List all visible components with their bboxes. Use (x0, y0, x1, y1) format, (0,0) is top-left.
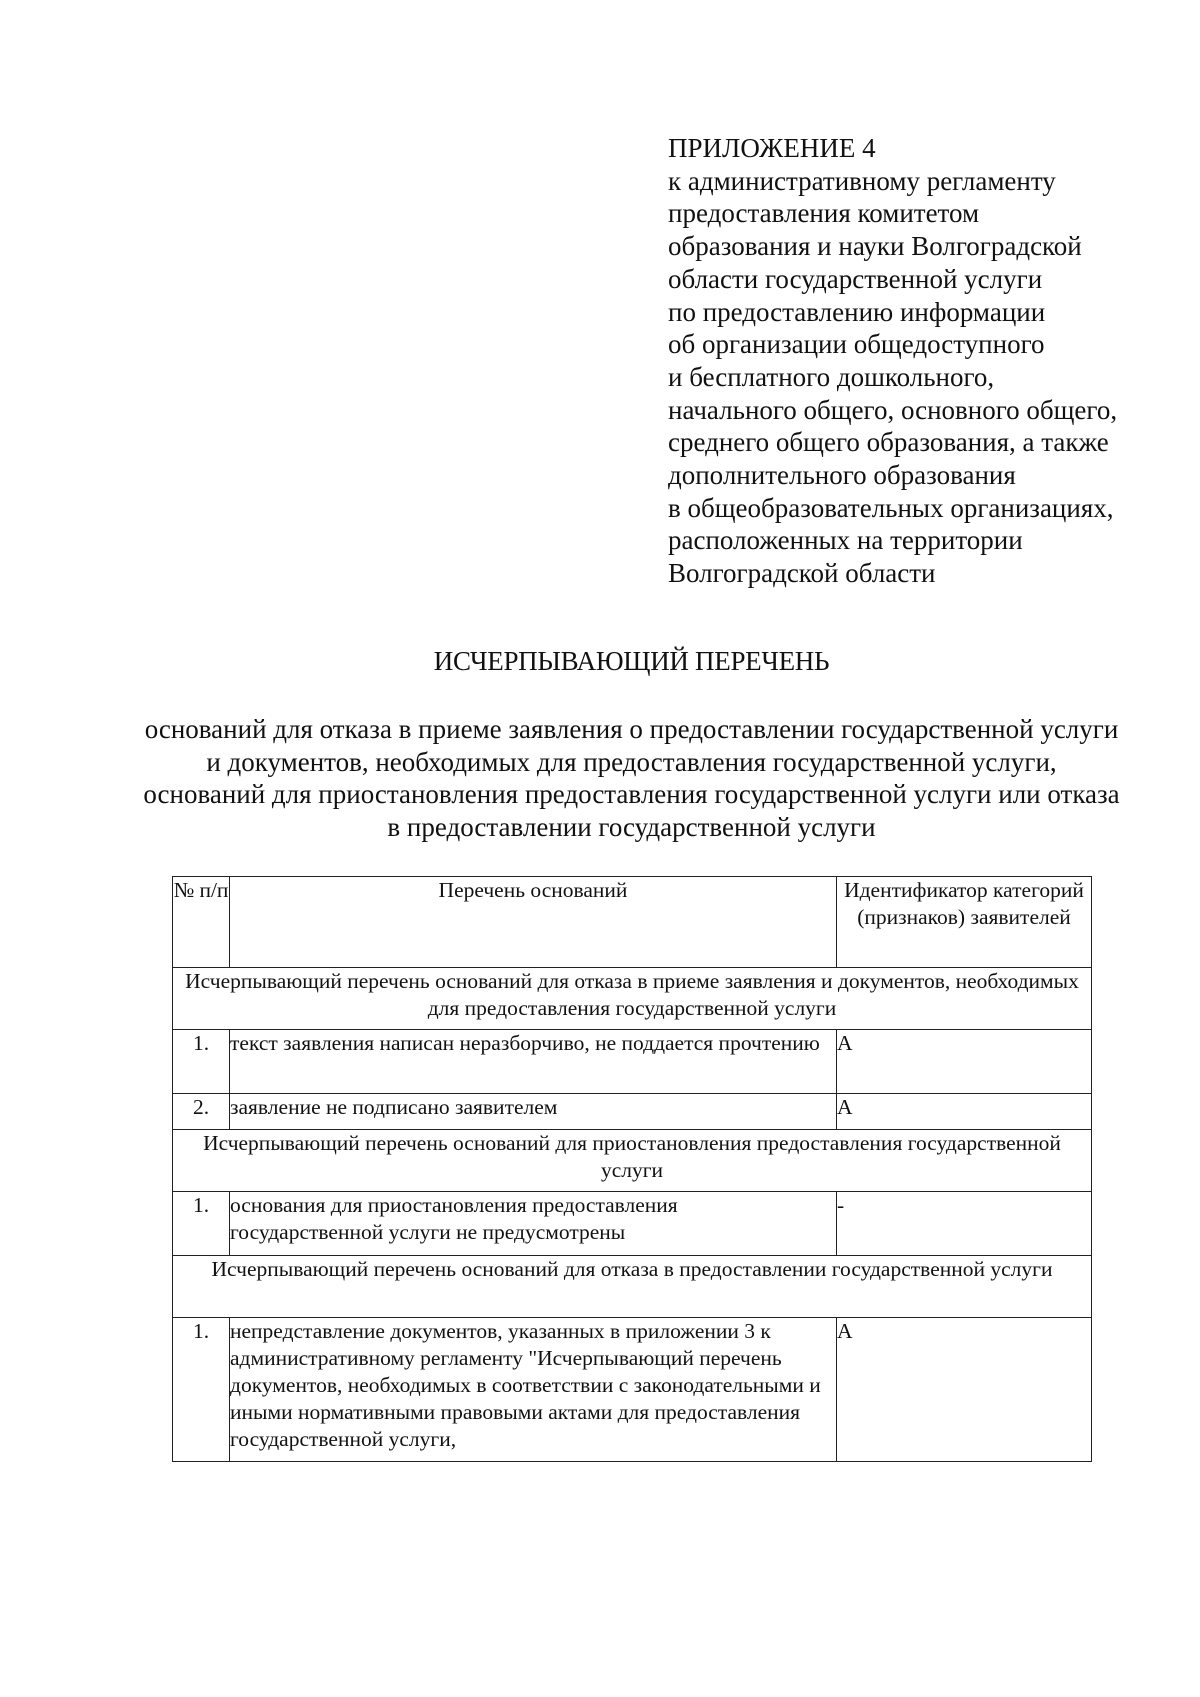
appendix-line: области государственной услуги (668, 263, 1043, 294)
document-subtitle (0, 713, 1200, 843)
header-grounds-list: Перечень оснований (230, 877, 837, 968)
row-applicant-code: - (837, 1192, 1092, 1256)
row-ground-text: основания для приостановления предоставления государственной услуги не предусмотрены (230, 1192, 837, 1256)
appendix-block (668, 132, 1168, 590)
row-ground-text: заявление не подписано заявителем (230, 1094, 837, 1130)
table-row (173, 1094, 1092, 1130)
row-applicant-code: А (837, 1094, 1092, 1130)
section-row (173, 968, 1092, 1030)
row-number: 2. (173, 1094, 230, 1130)
row-applicant-code: А (837, 1030, 1092, 1094)
table-row (173, 1318, 1092, 1462)
row-number: 1. (173, 1192, 230, 1256)
appendix-line: по предоставлению информации (668, 296, 1046, 327)
subtitle-line: оснований для приостановления предоставления государственной услуги или отказа (143, 779, 1120, 809)
table-row (173, 1030, 1092, 1094)
row-applicant-code: А (837, 1318, 1092, 1462)
subtitle-line: оснований для отказа в приеме заявления о предоставлении государственной услуги (144, 714, 1119, 744)
section-title: Исчерпывающий перечень оснований для отказа в предоставлении государственной услуги (173, 1256, 1092, 1318)
header-applicant-identifier: Идентификатор категорий (признаков) заявителей (837, 877, 1092, 968)
section-row (173, 1130, 1092, 1192)
table-header-row (173, 877, 1092, 968)
appendix-heading: ПРИЛОЖЕНИЕ 4 (668, 133, 876, 163)
table-row (173, 1192, 1092, 1256)
grounds-table (172, 876, 1092, 1462)
appendix-line: об организации общедоступного (668, 329, 1045, 360)
appendix-line: начального общего, основного общего, (668, 394, 1118, 425)
appendix-line: расположенных на территории (668, 525, 1023, 556)
document-title: ИСЧЕРПЫВАЮЩИЙ ПЕРЕЧЕНЬ (433, 646, 830, 676)
appendix-line: образования и науки Волгоградской (668, 231, 1082, 262)
appendix-line: к административному регламенту (668, 165, 1056, 196)
row-number: 1. (173, 1318, 230, 1462)
section-row (173, 1256, 1092, 1318)
header-number: № п/п (173, 877, 230, 968)
appendix-line: в общеобразовательных организациях, (668, 492, 1114, 523)
appendix-line: дополнительного образования (668, 460, 1016, 491)
appendix-line: среднего общего образования, а также (668, 427, 1109, 458)
row-ground-text: текст заявления написан неразборчиво, не поддается прочтению (230, 1030, 837, 1094)
section-title: Исчерпывающий перечень оснований для приостановления предоставления государственной услуги (173, 1130, 1092, 1192)
appendix-line: и бесплатного дошкольного, (668, 361, 995, 392)
section-title: Исчерпывающий перечень оснований для отказа в приеме заявления и документов, необходимых для предоставления государственной услуги (173, 968, 1092, 1030)
subtitle-line: и документов, необходимых для предоставления государственной услуги, (206, 746, 1057, 777)
row-number: 1. (173, 1030, 230, 1094)
appendix-line: предоставления комитетом (668, 198, 980, 229)
subtitle-line: в предоставлении государственной услуги (387, 811, 876, 842)
appendix-line: Волгоградской области (668, 558, 936, 589)
row-ground-text: непредставление документов, указанных в приложении 3 к административному регламенту "Исчерпывающий перечень документов, необходимых в соответствии с законодательными и иными нормативными правовыми актами для предоставления государственной услуги, (230, 1318, 837, 1462)
